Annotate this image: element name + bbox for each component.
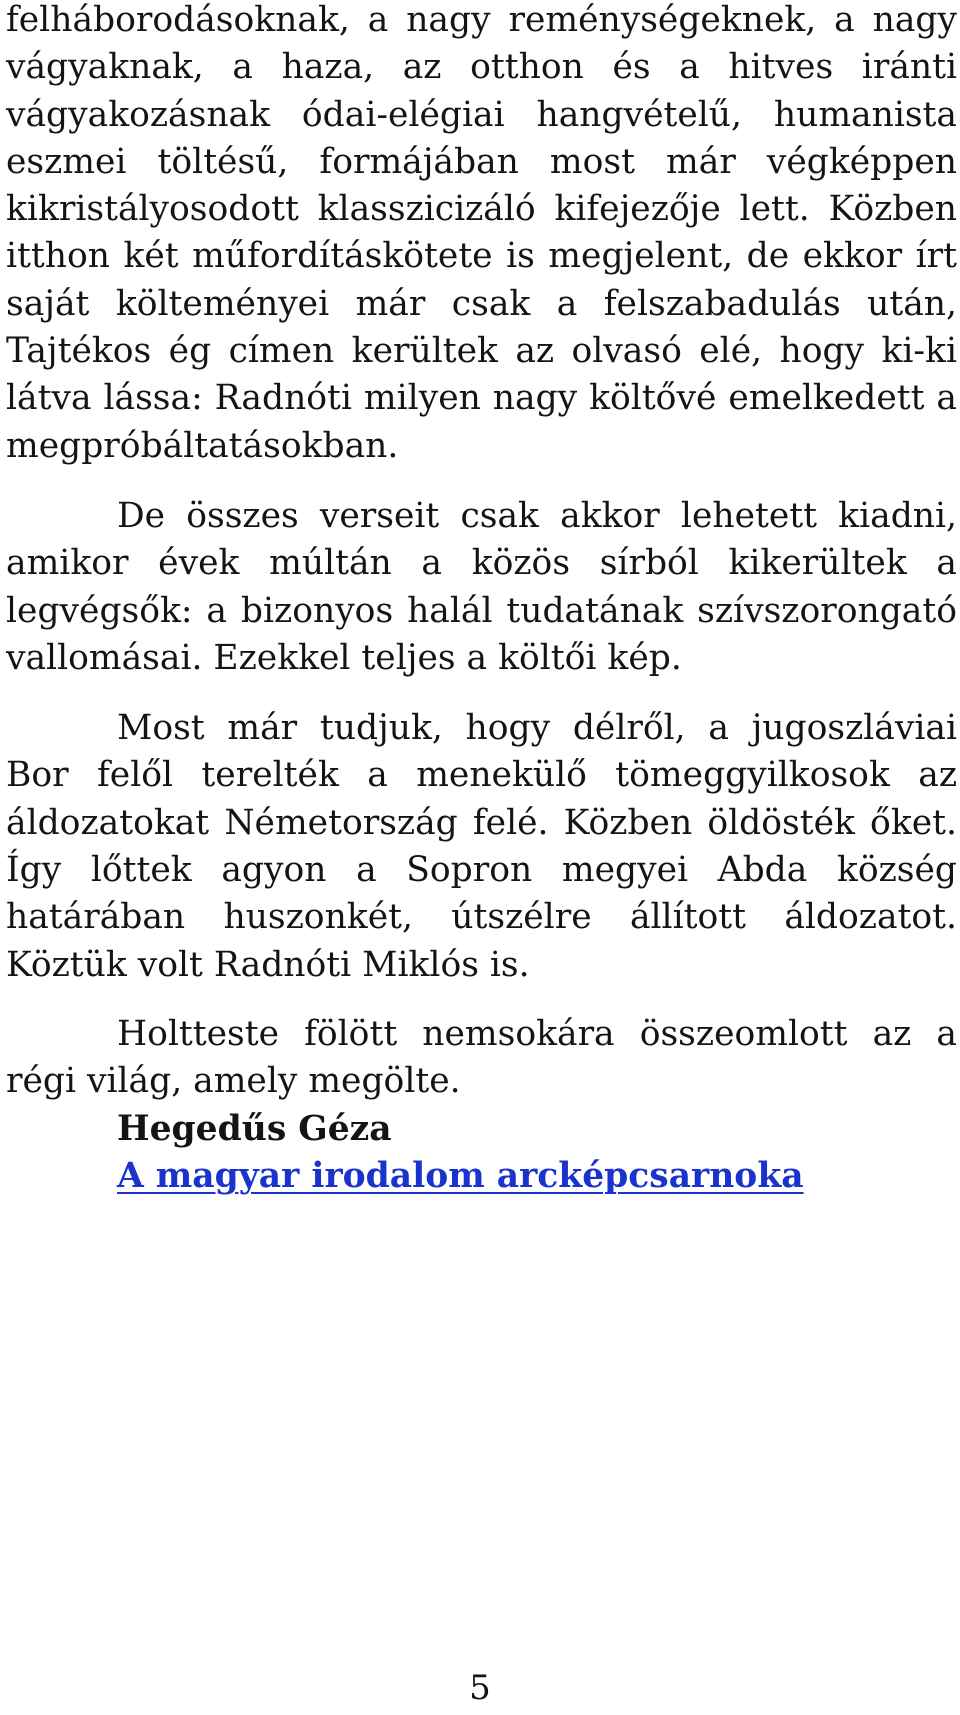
paragraph-death-march: Most már tudjuk, hogy délről, a jugoszláviai Bor felől terelték a menekülő tömeggyilkosok az áldozatokat Németország felé. Közben öldösték őket. Így lőttek agyon a Sopron megyei Abda község határában huszonkét, útszélre állított áldozatot. Köztük volt Radnóti Miklós is. (6, 708, 957, 985)
page-number: 5 (469, 1668, 491, 1708)
paragraph-collected-poems: De összes verseit csak akkor lehetett kiadni, amikor évek múltán a közös sírból kikerültek a legvégsők: a bizonyos halál tudatának szívszorongató vallomásai. Ezekkel teljes a költői kép. (6, 495, 957, 678)
paragraph-continuation: felháborodásoknak, a nagy reménységeknek, a nagy vágyaknak, a haza, az otthon és a hitves iránti vágyakozásnak ódai-elégiai hangvételű, humanista eszmei töltésű, formájában most már végképpen kikristályosodott klasszicizáló kifejezője lett. Közben itthon két műfordításkötete is megjelent, de ekkor írt saját költeményei már csak a felszabadulás után, Tajtékos ég címen kerültek az olvasó elé, hogy ki-ki látva lássa: Radnóti milyen nagy költővé emelkedett a megpróbáltatásokban. (6, 0, 957, 466)
document-page (6, 0, 957, 1200)
paragraph-old-world: Holtteste fölött nemsokára összeomlott az a régi világ, amely megölte. (6, 1013, 957, 1102)
source-work-link[interactable]: A magyar irodalom arcképcsarnoka (117, 1155, 804, 1196)
signature-block (117, 1106, 957, 1201)
author-name: Hegedűs Géza (117, 1108, 392, 1149)
